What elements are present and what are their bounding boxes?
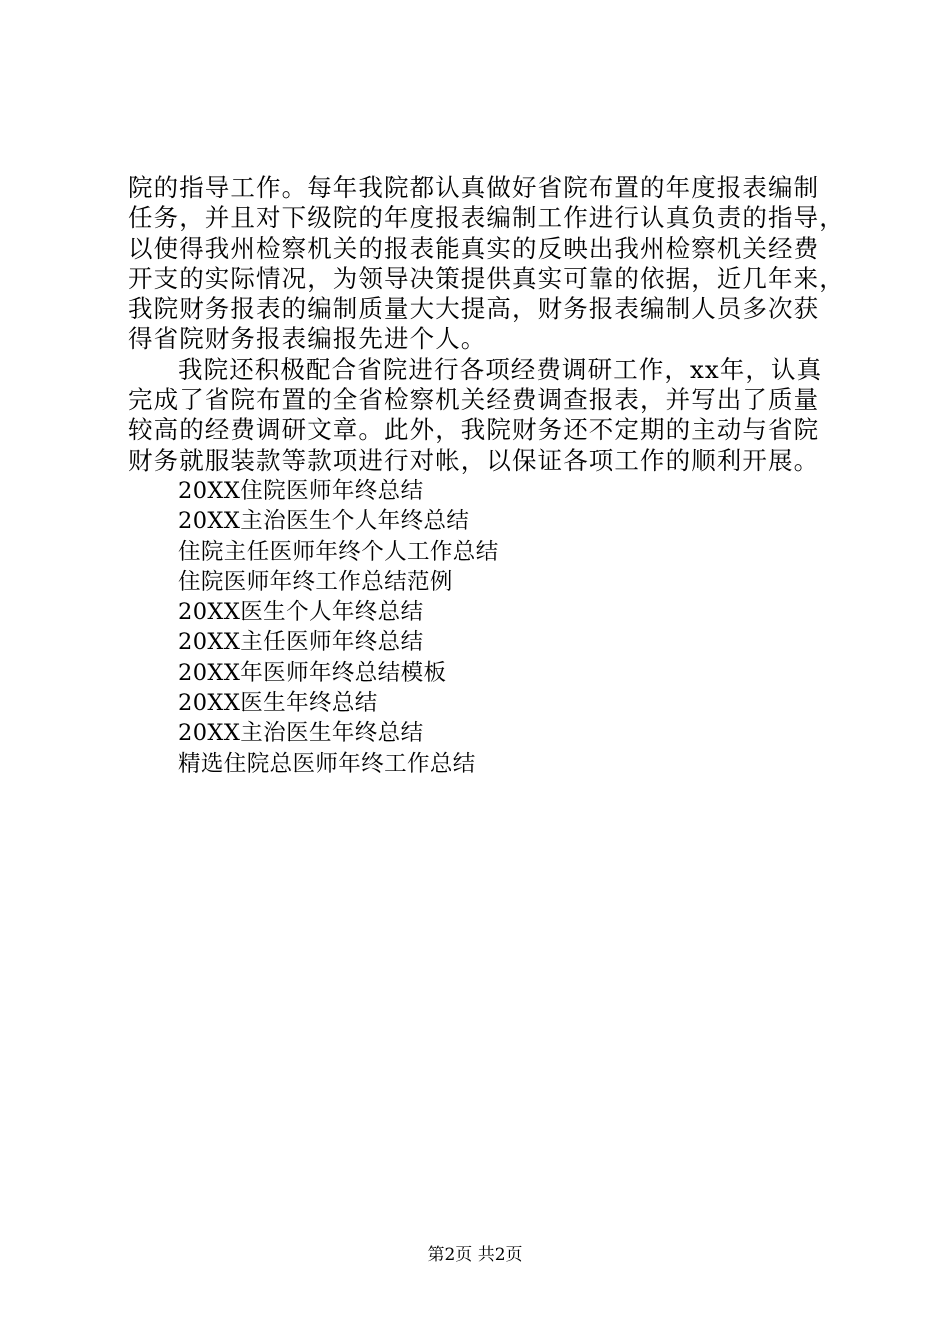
related-article-link[interactable]: 20XX主治医生年终总结 (178, 720, 424, 747)
related-article-link[interactable]: 住院主任医师年终个人工作总结 (178, 538, 499, 565)
related-article-link[interactable]: 20XX医生年终总结 (178, 690, 378, 717)
related-article-link[interactable]: 20XX主任医师年终总结 (178, 629, 424, 656)
page-number: 第2页 共2页 (427, 1245, 523, 1265)
page-footer (0, 1244, 950, 1266)
text-line: 开支的实际情况，为领导决策提供真实可靠的依据，近几年来， (128, 263, 845, 293)
text-line: 财务就服装款等款项进行对帐，以保证各项工作的顺利开展。 (128, 445, 820, 475)
text-line: 较高的经费调研文章。此外，我院财务还不定期的主动与省院 (128, 415, 820, 445)
related-article-link[interactable]: 20XX住院医师年终总结 (178, 477, 424, 504)
related-articles-list (128, 476, 840, 779)
related-article-link[interactable]: 20XX年医师年终总结模板 (178, 659, 447, 686)
paragraph-research-work (128, 355, 840, 476)
text-line: 院的指导工作。每年我院都认真做好省院布置的年度报表编制 (128, 173, 820, 202)
related-article-link[interactable]: 住院医师年终工作总结范例 (178, 568, 453, 595)
text-line: 以使得我州检察机关的报表能真实的反映出我州检察机关经费 (128, 233, 820, 263)
related-article-link[interactable]: 精选住院总医师年终工作总结 (178, 750, 476, 777)
paragraph-finance-reports (128, 173, 845, 355)
document-body (128, 173, 845, 779)
text-line: 任务，并且对下级院的年度报表编制工作进行认真负责的指导， (128, 203, 845, 233)
related-article-link[interactable]: 20XX医生个人年终总结 (178, 599, 424, 626)
text-line: 我院还积极配合省院进行各项经费调研工作，xx年，认真 (178, 354, 823, 384)
text-line: 得省院财务报表编报先进个人。 (128, 324, 487, 354)
text-line: 我院财务报表的编制质量大大提高，财务报表编制人员多次获 (128, 294, 820, 324)
text-line: 完成了省院布置的全省检察机关经费调查报表，并写出了质量 (128, 385, 820, 415)
related-article-link[interactable]: 20XX主治医生个人年终总结 (178, 508, 470, 535)
